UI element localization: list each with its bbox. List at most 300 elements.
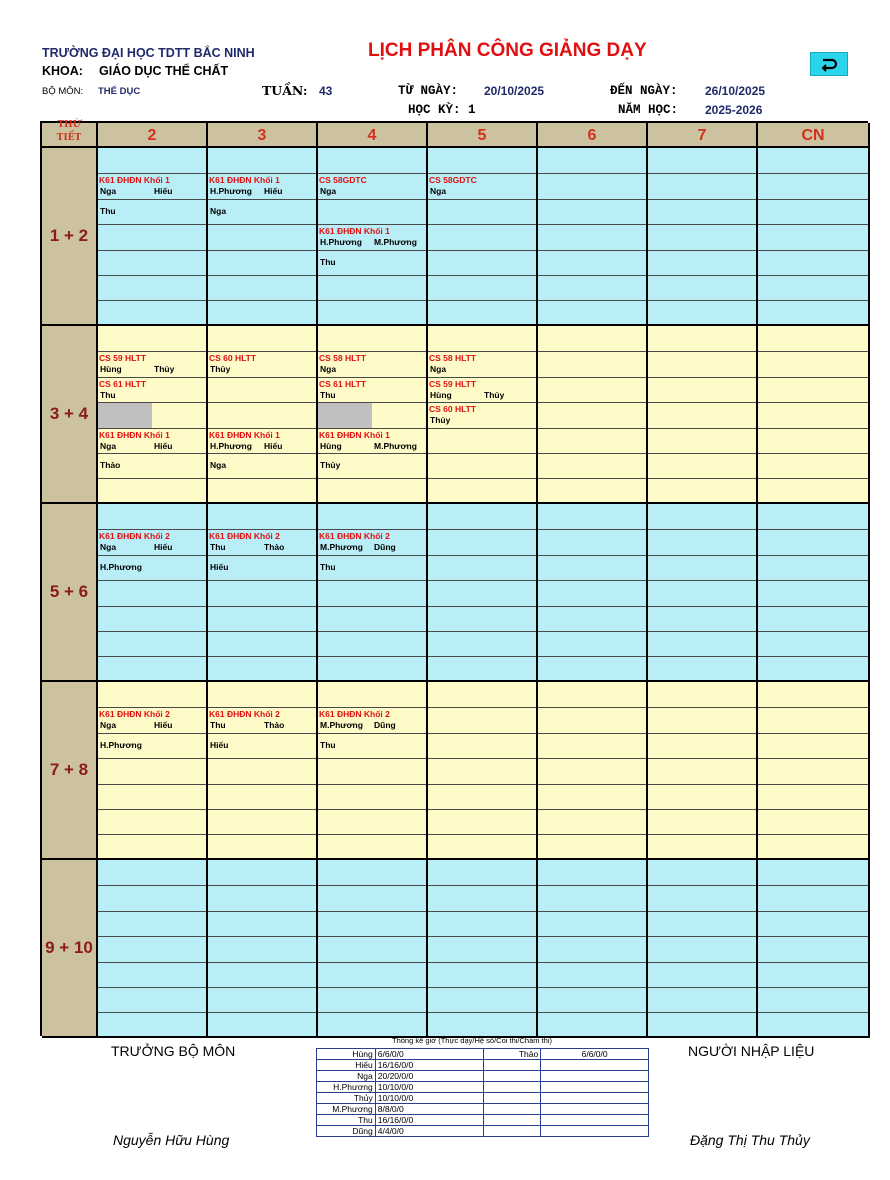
class-entry[interactable] <box>99 531 205 555</box>
cell-divider <box>758 275 868 276</box>
cell-divider <box>428 250 536 251</box>
period-label-3 <box>42 504 98 682</box>
stats-row <box>317 1060 649 1071</box>
cell-divider <box>758 834 868 835</box>
school-name: TRƯỜNG ĐẠI HỌC TDTT BẮC NINH <box>42 46 255 60</box>
stats-name-2 <box>484 1071 541 1082</box>
schedule-cell[interactable] <box>318 326 428 504</box>
stats-value-2 <box>541 1115 649 1126</box>
cell-divider <box>208 275 316 276</box>
department-head-name: Nguyễn Hữu Hùng <box>113 1132 230 1148</box>
cell-divider <box>538 199 646 200</box>
class-entry[interactable] <box>99 430 205 454</box>
cell-divider <box>648 300 756 301</box>
teacher-tertiary: Hiếu <box>210 739 229 750</box>
cell-divider <box>428 300 536 301</box>
teacher-secondary: M.Phương <box>374 237 417 248</box>
cell-divider <box>318 351 426 352</box>
cell-divider <box>428 733 536 734</box>
class-entry[interactable] <box>209 353 315 377</box>
cell-divider <box>538 224 646 225</box>
stats-name: M.Phương <box>317 1104 376 1115</box>
stats-value-2 <box>541 1071 649 1082</box>
class-name: K61 ĐHĐN Khối 1 <box>319 226 390 237</box>
cell-divider <box>208 987 316 988</box>
stats-name-2 <box>484 1104 541 1115</box>
teacher-primary: Nga <box>320 364 337 375</box>
class-entry[interactable] <box>209 531 315 555</box>
teacher-primary: Hùng <box>100 364 122 375</box>
cell-divider <box>208 478 316 479</box>
stats-value-2 <box>541 1104 649 1115</box>
teacher-secondary: Hiếu <box>154 440 173 451</box>
teacher-primary: Nga <box>100 720 117 731</box>
stats-row <box>317 1104 649 1115</box>
cell-divider <box>648 606 756 607</box>
stats-value-2 <box>541 1093 649 1104</box>
blocked-slot <box>98 403 152 427</box>
cell-divider <box>208 173 316 174</box>
cell-divider <box>208 707 316 708</box>
teacher-tertiary: Nga <box>210 205 227 216</box>
cell-divider <box>758 453 868 454</box>
blocked-slot <box>318 403 372 427</box>
class-name: CS 59 HLTT <box>429 378 477 389</box>
schedule-cell[interactable] <box>318 504 428 682</box>
cell-divider <box>428 656 536 657</box>
cell-divider <box>98 987 206 988</box>
teacher-secondary: Dũng <box>374 720 396 731</box>
cell-divider <box>208 250 316 251</box>
day-header-4: 4 <box>318 123 428 148</box>
cell-divider <box>758 962 868 963</box>
class-name: CS 60 HLTT <box>429 404 477 415</box>
cell-divider <box>758 377 868 378</box>
cell-divider <box>98 250 206 251</box>
cell-divider <box>538 428 646 429</box>
stats-value: 4/4/0/0 <box>375 1126 484 1137</box>
class-entry[interactable] <box>319 379 425 403</box>
teacher-primary: M.Phương <box>320 542 363 553</box>
class-entry[interactable] <box>99 379 205 403</box>
cell-divider <box>538 834 646 835</box>
class-entry[interactable] <box>429 353 535 377</box>
class-entry[interactable] <box>429 379 535 403</box>
cell-divider <box>208 758 316 759</box>
cell-divider <box>98 834 206 835</box>
cell-divider <box>208 529 316 530</box>
stats-name-2 <box>484 1093 541 1104</box>
cell-divider <box>538 631 646 632</box>
stats-row <box>317 1126 649 1137</box>
cell-divider <box>648 911 756 912</box>
stats-name-2: Thảo <box>484 1049 541 1060</box>
cell-divider <box>318 631 426 632</box>
class-name: CS 59 HLTT <box>99 353 147 364</box>
teacher-tertiary: Nga <box>210 460 227 470</box>
schedule-cell[interactable] <box>538 504 648 682</box>
teacher-primary: Nga <box>100 186 117 197</box>
cell-divider <box>98 275 206 276</box>
cell-divider <box>208 402 316 403</box>
cell-divider <box>428 275 536 276</box>
cell-divider <box>208 224 316 225</box>
cell-divider <box>318 809 426 810</box>
schedule-grid <box>40 121 868 1036</box>
cell-divider <box>98 351 206 352</box>
cell-divider <box>758 656 868 657</box>
cell-divider <box>648 428 756 429</box>
data-entry-name: Đặng Thị Thu Thủy <box>690 1132 810 1148</box>
cell-divider <box>318 707 426 708</box>
cell-divider <box>648 962 756 963</box>
department-value: THỂ DỤC <box>98 86 141 97</box>
teacher-primary: Thủy <box>430 415 451 426</box>
cell-divider <box>538 351 646 352</box>
stats-value: 10/10/0/0 <box>375 1082 484 1093</box>
schedule-cell[interactable] <box>648 860 758 1038</box>
cell-divider <box>758 784 868 785</box>
teacher-tertiary: H.Phương <box>100 739 142 750</box>
class-entry[interactable] <box>319 531 425 555</box>
cell-divider <box>428 911 536 912</box>
class-entry[interactable] <box>429 175 535 199</box>
day-header-2: 2 <box>98 123 208 148</box>
class-entry[interactable] <box>209 430 315 454</box>
cell-divider <box>208 784 316 785</box>
cell-divider <box>648 809 756 810</box>
cell-divider <box>208 834 316 835</box>
cell-divider <box>208 911 316 912</box>
stats-row <box>317 1049 649 1060</box>
cell-divider <box>538 453 646 454</box>
cell-divider <box>318 1012 426 1013</box>
data-entry-title: NGƯỜI NHẬP LIỆU <box>688 1043 815 1059</box>
class-entry[interactable] <box>99 353 205 377</box>
cell-divider <box>208 809 316 810</box>
stats-name-2 <box>484 1126 541 1137</box>
cell-divider <box>758 478 868 479</box>
cell-divider <box>648 250 756 251</box>
cell-divider <box>538 784 646 785</box>
schedule-cell[interactable] <box>98 504 208 682</box>
cell-divider <box>428 224 536 225</box>
cell-divider <box>318 300 426 301</box>
stats-value: 6/6/0/0 <box>375 1049 484 1060</box>
teacher-secondary: Hiếu <box>154 186 173 197</box>
cell-divider <box>318 224 426 225</box>
day-header-cn: CN <box>758 123 870 148</box>
schedule-cell[interactable] <box>648 504 758 682</box>
cell-divider <box>318 275 426 276</box>
cell-divider <box>538 377 646 378</box>
cell-divider <box>98 758 206 759</box>
school-year-value: 2025-2026 <box>705 103 763 117</box>
faculty-label: KHOA: <box>42 64 83 78</box>
cell-divider <box>428 784 536 785</box>
cell-divider <box>428 758 536 759</box>
cell-divider <box>538 173 646 174</box>
cell-divider <box>98 707 206 708</box>
return-arrow-icon <box>819 56 839 72</box>
class-entry[interactable] <box>99 175 205 199</box>
schedule-cell[interactable] <box>428 682 538 860</box>
cell-divider <box>648 529 756 530</box>
class-name: CS 60 HLTT <box>209 353 257 364</box>
cell-divider <box>98 224 206 225</box>
cell-divider <box>758 606 868 607</box>
class-entry[interactable] <box>99 709 205 733</box>
cell-divider <box>98 962 206 963</box>
schedule-cell[interactable] <box>758 148 870 326</box>
class-name: K61 ĐHĐN Khối 2 <box>209 709 280 720</box>
stats-name: Hiếu <box>317 1060 376 1071</box>
period-label-5 <box>42 860 98 1038</box>
schedule-cell[interactable] <box>318 148 428 326</box>
stats-name-2 <box>484 1060 541 1071</box>
teacher-secondary: Hiếu <box>264 440 283 451</box>
cell-divider <box>758 402 868 403</box>
teacher-primary: Nga <box>430 364 447 375</box>
cell-divider <box>98 529 206 530</box>
cell-divider <box>538 656 646 657</box>
cell-divider <box>208 962 316 963</box>
schedule-cell[interactable] <box>758 682 870 860</box>
day-header-7: 7 <box>648 123 758 148</box>
cell-divider <box>538 402 646 403</box>
schedule-cell[interactable] <box>428 860 538 1038</box>
cell-divider <box>538 300 646 301</box>
schedule-cell[interactable] <box>538 860 648 1038</box>
schedule-cell[interactable] <box>648 148 758 326</box>
cell-divider <box>758 885 868 886</box>
teacher-tertiary: Hiếu <box>210 561 229 572</box>
stats-name: Hùng <box>317 1049 376 1060</box>
corner-bottom-label: TIẾT <box>56 133 82 143</box>
schedule-cell[interactable] <box>648 326 758 504</box>
schedule-cell[interactable] <box>208 682 318 860</box>
cell-divider <box>648 707 756 708</box>
cell-divider <box>648 834 756 835</box>
teacher-primary: Thu <box>210 542 226 553</box>
cell-divider <box>648 453 756 454</box>
cell-divider <box>758 987 868 988</box>
page-title: LỊCH PHÂN CÔNG GIẢNG DẠY <box>368 40 647 61</box>
schedule-cell[interactable] <box>428 148 538 326</box>
period-text: 5 + 6 <box>49 582 89 601</box>
teacher-tertiary: Thu <box>320 739 336 750</box>
class-name: CS 58 HLTT <box>319 353 367 364</box>
teacher-primary: Nga <box>100 440 117 451</box>
faculty-value: GIÁO DỤC THỂ CHẤT <box>99 64 229 78</box>
cell-divider <box>428 936 536 937</box>
cell-divider <box>538 1012 646 1013</box>
cell-divider <box>428 478 536 479</box>
cell-divider <box>758 936 868 937</box>
schedule-cell[interactable] <box>538 148 648 326</box>
cell-divider <box>538 580 646 581</box>
cell-divider <box>538 275 646 276</box>
stats-value: 20/20/0/0 <box>375 1071 484 1082</box>
cell-divider <box>538 936 646 937</box>
teacher-secondary: Hiếu <box>264 186 283 197</box>
cell-divider <box>318 834 426 835</box>
cell-divider <box>208 631 316 632</box>
cell-divider <box>758 733 868 734</box>
schedule-cell[interactable] <box>538 682 648 860</box>
schedule-cell[interactable] <box>758 860 870 1038</box>
cell-divider <box>98 300 206 301</box>
schedule-cell[interactable] <box>428 326 538 504</box>
cell-divider <box>648 656 756 657</box>
stats-value: 16/16/0/0 <box>375 1115 484 1126</box>
schedule-cell[interactable] <box>208 860 318 1038</box>
class-entry[interactable] <box>209 175 315 199</box>
class-name: K61 ĐHĐN Khối 2 <box>319 531 390 542</box>
cell-divider <box>428 987 536 988</box>
cell-divider <box>98 656 206 657</box>
schedule-cell[interactable] <box>98 682 208 860</box>
cell-divider <box>318 885 426 886</box>
teacher-secondary: Hiếu <box>154 720 173 731</box>
class-entry[interactable] <box>209 709 315 733</box>
class-entry[interactable] <box>319 226 425 250</box>
back-button[interactable] <box>810 52 848 76</box>
cell-divider <box>98 606 206 607</box>
cell-divider <box>538 911 646 912</box>
period-text: 9 + 10 <box>45 938 93 957</box>
cell-divider <box>208 580 316 581</box>
stats-name: Thu <box>317 1115 376 1126</box>
stats-value-2 <box>541 1060 649 1071</box>
to-date-label: ĐẾN NGÀY: <box>610 84 678 98</box>
cell-divider <box>758 707 868 708</box>
cell-divider <box>428 707 536 708</box>
cell-divider <box>758 199 868 200</box>
teacher-secondary: Thủy <box>154 364 175 375</box>
cell-divider <box>98 911 206 912</box>
cell-divider <box>758 631 868 632</box>
teacher-secondary: Dũng <box>374 542 396 553</box>
cell-divider <box>98 478 206 479</box>
teacher-secondary: Hiếu <box>154 542 173 553</box>
cell-divider <box>758 1012 868 1013</box>
cell-divider <box>538 707 646 708</box>
cell-divider <box>648 478 756 479</box>
teacher-primary: Nga <box>320 186 337 197</box>
cell-divider <box>648 784 756 785</box>
class-name: K61 ĐHĐN Khối 2 <box>319 709 390 720</box>
day-header-3: 3 <box>208 123 318 148</box>
schedule-cell[interactable] <box>208 148 318 326</box>
cell-divider <box>98 1012 206 1013</box>
from-date-label: TỪ NGÀY: <box>398 84 459 98</box>
teacher-primary: H.Phương <box>210 186 252 197</box>
cell-divider <box>538 758 646 759</box>
cell-divider <box>758 555 868 556</box>
schedule-cell[interactable] <box>208 504 318 682</box>
cell-divider <box>758 809 868 810</box>
teacher-secondary: Thủy <box>484 389 505 400</box>
cell-divider <box>538 809 646 810</box>
schedule-cell[interactable] <box>98 326 208 504</box>
hours-statistics-table <box>316 1048 649 1137</box>
cell-divider <box>208 936 316 937</box>
cell-divider <box>318 784 426 785</box>
class-name: K61 ĐHĐN Khối 2 <box>99 531 170 542</box>
period-label-1 <box>42 148 98 326</box>
schedule-cell[interactable] <box>758 504 870 682</box>
cell-divider <box>758 758 868 759</box>
teacher-secondary: M.Phương <box>374 440 417 451</box>
class-name: CS 58GDTC <box>319 175 367 186</box>
schedule-cell[interactable] <box>98 860 208 1038</box>
cell-divider <box>648 1012 756 1013</box>
cell-divider <box>428 1012 536 1013</box>
cell-divider <box>318 987 426 988</box>
class-entry[interactable] <box>319 353 425 377</box>
class-entry[interactable] <box>319 175 425 199</box>
period-text: 3 + 4 <box>49 404 89 423</box>
day-header-5: 5 <box>428 123 538 148</box>
teacher-primary: M.Phương <box>320 720 363 731</box>
stats-name-2 <box>484 1115 541 1126</box>
stats-value: 16/16/0/0 <box>375 1060 484 1071</box>
week-label: TUẦN: <box>262 83 308 98</box>
cell-divider <box>648 402 756 403</box>
schedule-cell[interactable] <box>318 860 428 1038</box>
cell-divider <box>98 936 206 937</box>
cell-divider <box>318 529 426 530</box>
schedule-cell[interactable] <box>318 682 428 860</box>
class-name: CS 61 HLTT <box>319 378 367 389</box>
cell-divider <box>648 936 756 937</box>
school-year-label: NĂM HỌC: <box>618 103 679 117</box>
class-entry[interactable] <box>319 430 425 454</box>
schedule-cell[interactable] <box>428 504 538 682</box>
cell-divider <box>428 555 536 556</box>
cell-divider <box>758 911 868 912</box>
schedule-cell[interactable] <box>648 682 758 860</box>
schedule-cell[interactable] <box>208 326 318 504</box>
cell-divider <box>648 555 756 556</box>
class-entry[interactable] <box>319 709 425 733</box>
teacher-tertiary: Thu <box>100 205 116 216</box>
teacher-tertiary: Thu <box>320 561 336 572</box>
cell-divider <box>758 300 868 301</box>
cell-divider <box>318 758 426 759</box>
class-entry[interactable] <box>429 404 535 428</box>
class-name: K61 ĐHĐN Khối 1 <box>99 175 170 186</box>
class-name: K61 ĐHĐN Khối 2 <box>209 531 280 542</box>
cell-divider <box>318 656 426 657</box>
cell-divider <box>208 885 316 886</box>
cell-divider <box>758 580 868 581</box>
cell-divider <box>318 173 426 174</box>
corner-top-label: THỨ <box>57 120 81 130</box>
cell-divider <box>428 351 536 352</box>
stats-row <box>317 1071 649 1082</box>
cell-divider <box>758 224 868 225</box>
schedule-cell[interactable] <box>758 326 870 504</box>
schedule-cell[interactable] <box>98 148 208 326</box>
schedule-cell[interactable] <box>538 326 648 504</box>
cell-divider <box>428 885 536 886</box>
cell-divider <box>758 173 868 174</box>
teacher-primary: H.Phương <box>320 237 362 248</box>
cell-divider <box>648 199 756 200</box>
day-header-6: 6 <box>538 123 648 148</box>
